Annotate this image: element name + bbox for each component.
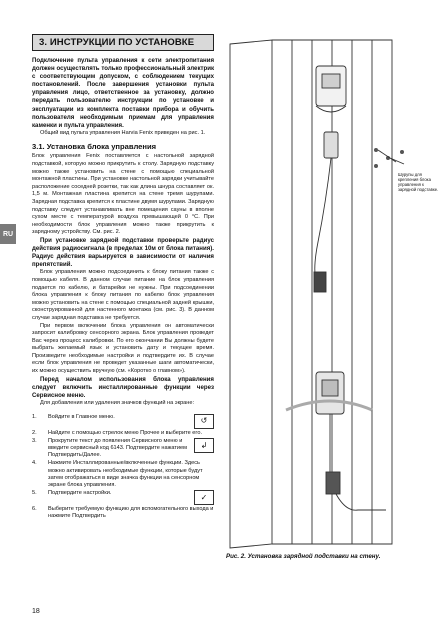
step-item: 3. Прокрутите текст до появления Сервисного меню и введите сервисный код 6143. Подтвердите нажатием Подтвердить/Далее. ↲	[32, 438, 214, 460]
step-item: 1. Войдите в Главное меню. ↺	[32, 414, 214, 429]
page-number: 18	[32, 608, 40, 615]
intro-bold-paragraph: Подключение пульта управления к сети электропитания должен осуществлять только профессиональный электрик с соответствующим допуском, с соблюдением текущих постановлений. После завершения установки пульта управления лицо, ответственное за установку, должно передать пользователю инструкции по установке и эксплуатации из комплекта поставки прибора и обучить пользователя необходимым приемам для управления каменки и пульта управления.	[32, 57, 214, 129]
section-header	[32, 34, 214, 51]
figure-callout: Шурупы для крепления блока управления к зарядной подставке.	[398, 172, 439, 192]
figure-caption: Рис. 2. Установка зарядной подставки на стену.	[226, 553, 381, 560]
enter-icon: ↲	[194, 438, 214, 453]
paragraph-4: При первом включении блока управления он автоматически запросит калибровку сенсорного экрана. Блок управления проведет Вас через процесс калибровки. По его окончании Вы должны будете выбрать желаемый язык и установить дату и текущее время. Произведите необходимые настройки и подтвердите их. В случае если блок управления не проведет указанные шаги автоматически, их можно осуществить вручную (см. «Коротко о главном»).	[32, 322, 214, 375]
step-item: 4. Нажмите Инсталлированные/включенные функции. Здесь можно активировать необходимые функции, которые будут затем отображаться в виде значка функции на сенсорном экране блока управления.	[32, 460, 203, 488]
step-item: 6. Выберите требуемую функцию для вспомогательного выхода и нажмите Подтвердить	[32, 506, 214, 520]
bold-paragraph-2: При установке зарядной подставки проверьте радиус действия радиосигнала (в пределах 10м от блока питания). Радиус действия варьируется в зависимости от наличия препятствий.	[32, 236, 214, 269]
language-tab: RU	[0, 224, 16, 244]
paragraph-3: Блок управления можно подсоединить к блоку питания также с помощью кабеля. В данном случае питание на блок управления подается по кабелю, и батарейки не нужны. При подсоединении блока управления к блоку питания по кабелю блок управления можно установить на стене с помощью специальной задней крышки, сконструированной для настенного монтажа (см. рис. 3). В данном случае зарядная подставка не требуется.	[32, 269, 214, 321]
back-arrow-icon: ↺	[194, 414, 214, 429]
intro-paragraph: Общий вид пульта управления Harvia Fenix приведен на рис. 1.	[40, 129, 206, 136]
paragraph-6: Для добавления или удаления значков функций на экране:	[40, 399, 195, 406]
subsection-title: 3.1. Установка блока управления	[32, 142, 157, 152]
section-header-title: 3. ИНСТРУКЦИИ ПО УСТАНОВКЕ	[39, 37, 195, 48]
steps-list	[32, 414, 214, 521]
paragraph-1: Блок управления Fenix поставляется с настольной зарядной подставкой, которую можно прикрутить к столу. Зарядную подставку можно также установить на стене с помощью специальной монтажной пластины. При установке настольной зарядки учитывайте расположение соседней розетки, так как длина шнура составляет ок. 1,5 м. Монтажная пластина крепится на стене тремя шурупами. Зарядная подставка крепится к пластине двумя шурупами. Зарядную подставку следует устанавливать вне помещения сауны в вполне сухом месте с температурой воздуха превышающей 0 °C. При необходимости блок управления можно также прикрутить к зарядному устройству. См. рис. 2.	[32, 153, 214, 236]
step-item: 5. Подтвердите настройки. ✓	[32, 490, 214, 505]
wall-mount-illustration	[226, 32, 436, 552]
step-item: 2. Найдите с помощью стрелок меню Прочее и выберите его.	[32, 429, 202, 436]
text-column	[32, 34, 214, 522]
checkmark-icon: ✓	[194, 490, 214, 505]
bold-paragraph-5: Перед началом использования блока управления следует включить инсталлированные функции через Сервисное меню.	[32, 375, 214, 399]
